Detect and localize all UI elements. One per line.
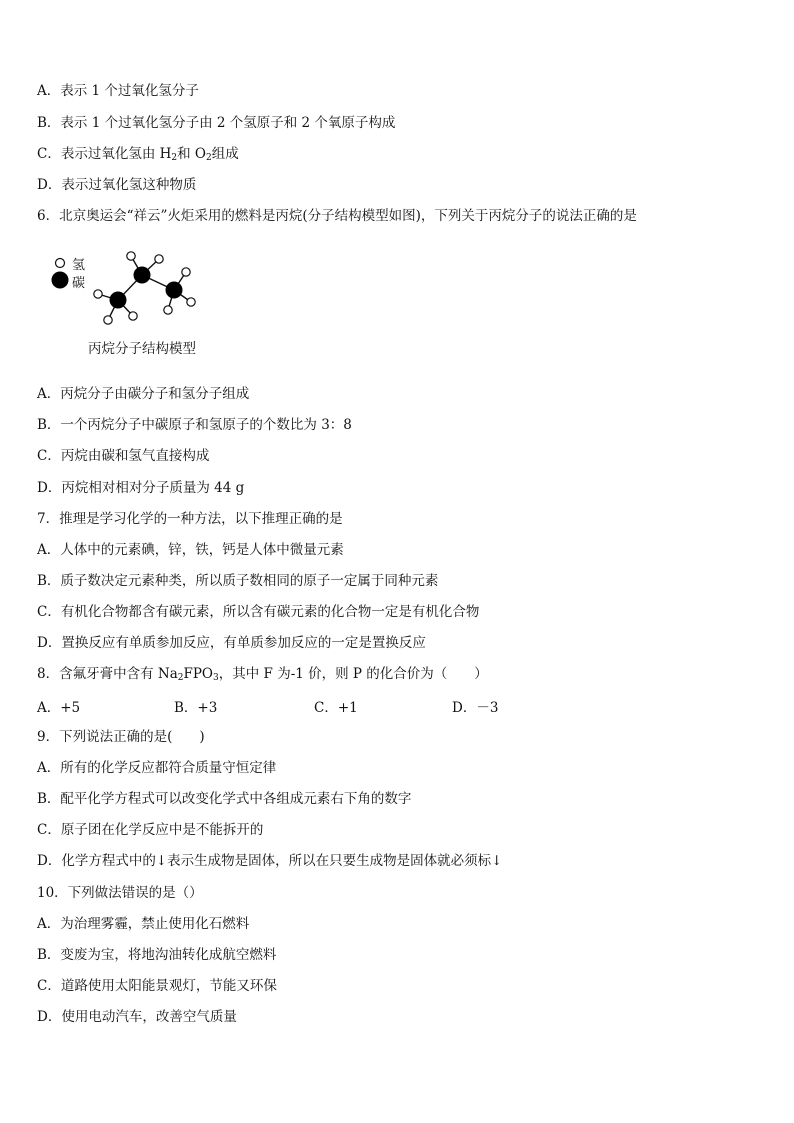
propane-molecule-model (40, 244, 240, 334)
q6-option-d: D．丙烷相对相对分子质量为 44 g (37, 480, 245, 496)
q8-stem-text3: ，其中 F 为-1 价，则 P 的化合价为（ ） (218, 666, 488, 682)
q5-option-a: A．表示 1 个过氧化氢分子 (37, 83, 199, 99)
q7-stem: 7．推理是学习化学的一种方法，以下推理正确的是 (37, 511, 343, 527)
q7-option-b: B．质子数决定元素种类，所以质子数相同的原子一定属于同种元素 (37, 573, 439, 589)
q8-option-b: B．+3 (174, 700, 218, 716)
q9-option-a: A．所有的化学反应都符合质量守恒定律 (37, 760, 277, 776)
q7-option-a: A．人体中的元素碘，锌，铁，钙是人体中微量元素 (37, 542, 344, 558)
q5-option-c (37, 145, 239, 167)
q9-option-c: C．原子团在化学反应中是不能拆开的 (37, 822, 264, 838)
q8-stem-sub2: 3 (213, 673, 219, 683)
q7-option-c: C．有机化合物都含有碳元素，所以含有碳元素的化合物一定是有机化合物 (37, 604, 480, 620)
q9-option-b: B．配平化学方程式可以改变化学式中各组成元素右下角的数字 (37, 791, 412, 807)
q5-option-c-sub2: 2 (206, 153, 212, 163)
q8-stem (37, 665, 488, 687)
figure-caption: 丙烷分子结构模型 (88, 341, 196, 357)
q8-stem-text1: 8．含氟牙膏中含有 Na (37, 666, 178, 682)
q5-option-c-text1: C．表示过氧化氢由 H (37, 146, 172, 162)
q8-options-row (37, 696, 757, 714)
q9-option-d: D．化学方程式中的↓表示生成物是固体，所以在只要生成物是固体就必须标↓ (37, 853, 503, 869)
q8-option-d: D．－3 (452, 700, 499, 716)
legend-hydrogen-atom (56, 259, 65, 268)
q10-stem: 10．下列做法错误的是（） (37, 885, 203, 901)
q8-stem-sub1: 2 (177, 673, 184, 683)
q10-option-d: D．使用电动汽车，改善空气质量 (37, 1009, 237, 1025)
q6-option-a: A．丙烷分子由碳分子和氢分子组成 (37, 386, 250, 402)
q10-option-b: B．变废为宝，将地沟油转化成航空燃料 (37, 947, 277, 963)
propane-molecule-figure (40, 244, 240, 364)
legend-hydrogen-label: 氢 (72, 258, 86, 273)
q8-stem-text2: FPO (183, 666, 214, 682)
q10-option-c: C．道路使用太阳能景观灯，节能又环保 (37, 978, 277, 994)
q8-option-a: A．+5 (37, 700, 81, 716)
q6-stem: 6．北京奥运会“祥云”火炬采用的燃料是丙烷(分子结构模型如图)，下列关于丙烷分子的说法正确的是 (37, 208, 637, 224)
q9-stem: 9．下列说法正确的是( ) (37, 729, 205, 745)
q8-option-c: C．+1 (314, 700, 358, 716)
q6-option-b: B．一个丙烷分子中碳原子和氢原子的个数比为 3：8 (37, 417, 352, 433)
q5-option-b: B．表示 1 个过氧化氢分子由 2 个氢原子和 2 个氧原子构成 (37, 115, 396, 131)
q5-option-c-text2: 和 O (177, 146, 206, 162)
q7-option-d: D．置换反应有单质参加反应，有单质参加反应的一定是置换反应 (37, 635, 426, 651)
q5-option-c-text3: 组成 (211, 146, 239, 162)
q5-option-c-sub1: 2 (171, 153, 178, 163)
q10-option-a: A．为治理雾霾，禁止使用化石燃料 (37, 916, 250, 932)
legend-carbon-atom (52, 272, 69, 289)
legend-carbon-label: 碳 (72, 276, 86, 291)
q5-option-d: D．表示过氧化氢这种物质 (37, 177, 197, 193)
q6-option-c: C．丙烷由碳和氢气直接构成 (37, 448, 210, 464)
